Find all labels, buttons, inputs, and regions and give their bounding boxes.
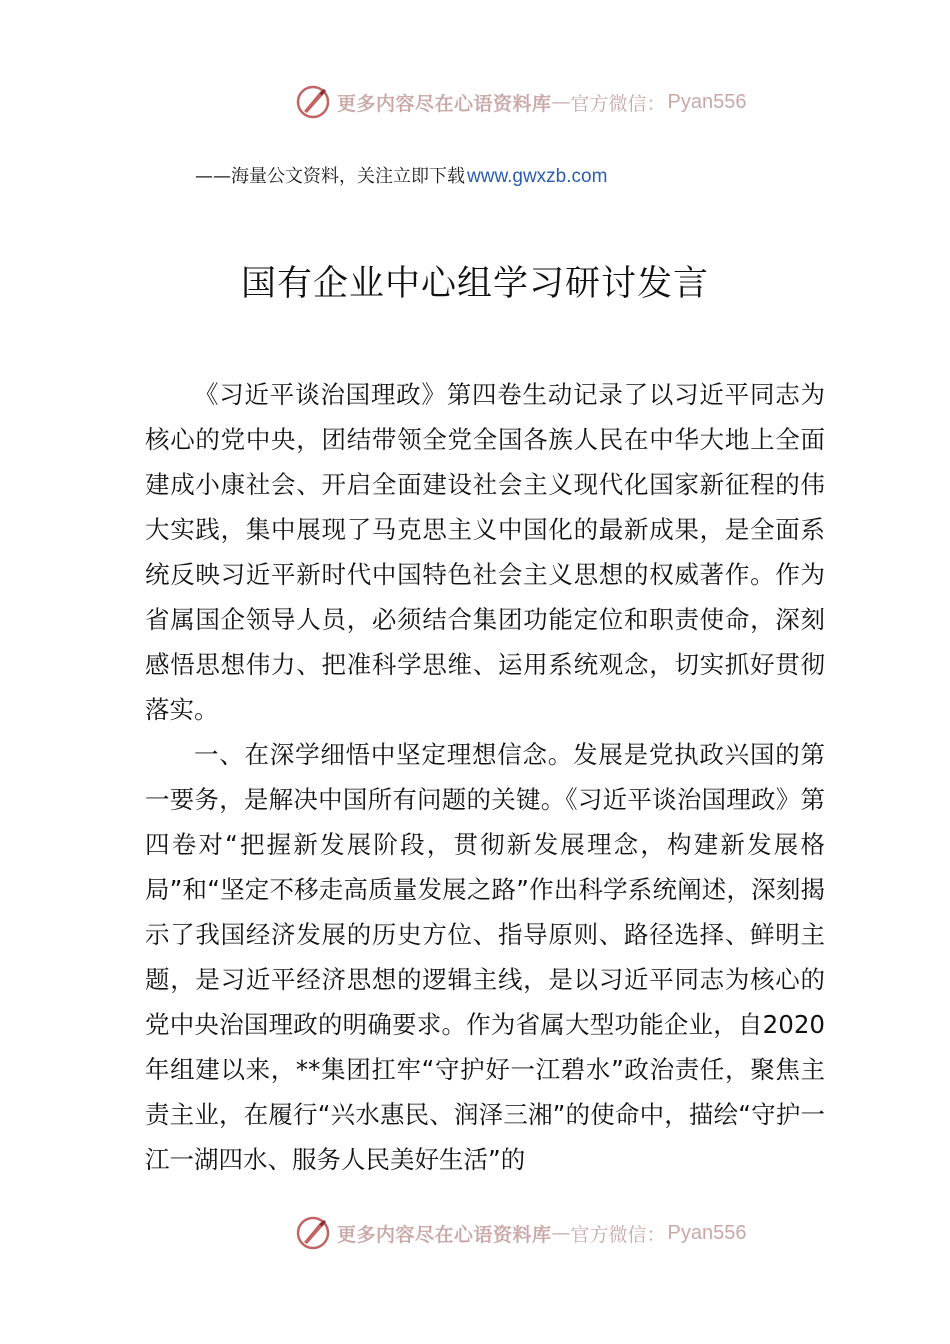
watermark-wechat-label: 官方微信： — [570, 92, 666, 115]
tagline — [195, 162, 607, 188]
tagline-text: ——海量公文资料，关注立即下载 — [195, 166, 465, 187]
watermark-wechat-label: 官方微信： — [570, 1223, 666, 1246]
watermark-wechat-id: Pyan556 — [667, 90, 747, 113]
footer-watermark — [295, 1213, 747, 1253]
document-body — [145, 372, 825, 1182]
watermark-main-text: 更多内容尽在心语资料库 — [337, 92, 552, 115]
paragraph-intro: 《习近平谈治国理政》第四卷生动记录了以习近平同志为核心的党中央，团结带领全党全国各族人民在中华大地上全面建成小康社会、开启全面建设社会主义现代化国家新征程的伟大实践，集中展现了马克思主义中国化的最新成果，是全面系统反映习近平新时代中国特色社会主义思想的权威著作。作为省属国企领导人员，必须结合集团功能定位和职责使命，深刻感悟思想伟力、把准科学思维、运用系统观念，切实抓好贯彻落实。 — [145, 380, 825, 724]
header-watermark — [295, 82, 747, 122]
watermark-wechat-id: Pyan556 — [667, 1221, 747, 1244]
tagline-url-link[interactable]: www.gwxzb.com — [467, 166, 608, 187]
watermark-separator: — — [551, 91, 571, 113]
quill-logo-icon — [295, 84, 331, 120]
quill-logo-icon — [295, 1215, 331, 1251]
paragraph-section-one: 一、在深学细悟中坚定理想信念。发展是党执政兴国的第一要务，是解决中国所有问题的关键。《习近平谈治国理政》第四卷对“把握新发展阶段，贯彻新发展理念，构建新发展格局”和“坚定不移走高质量发展之路”作出科学系统阐述，深刻揭示了我国经济发展的历史方位、指导原则、路径选择、鲜明主题，是习近平经济思想的逻辑主线，是以习近平同志为核心的党中央治国理政的明确要求。作为省属大型功能企业，自2020年组建以来，**集团扛牢“守护好一江碧水”政治责任，聚焦主责主业，在履行“兴水惠民、润泽三湘”的使命中，描绘“守护一江一湖四水、服务人民美好生活”的 — [145, 740, 825, 1174]
watermark-main-text: 更多内容尽在心语资料库 — [337, 1223, 552, 1246]
watermark-separator: — — [551, 1222, 571, 1244]
page-title: 国有企业中心组学习研讨发言 — [240, 264, 709, 304]
